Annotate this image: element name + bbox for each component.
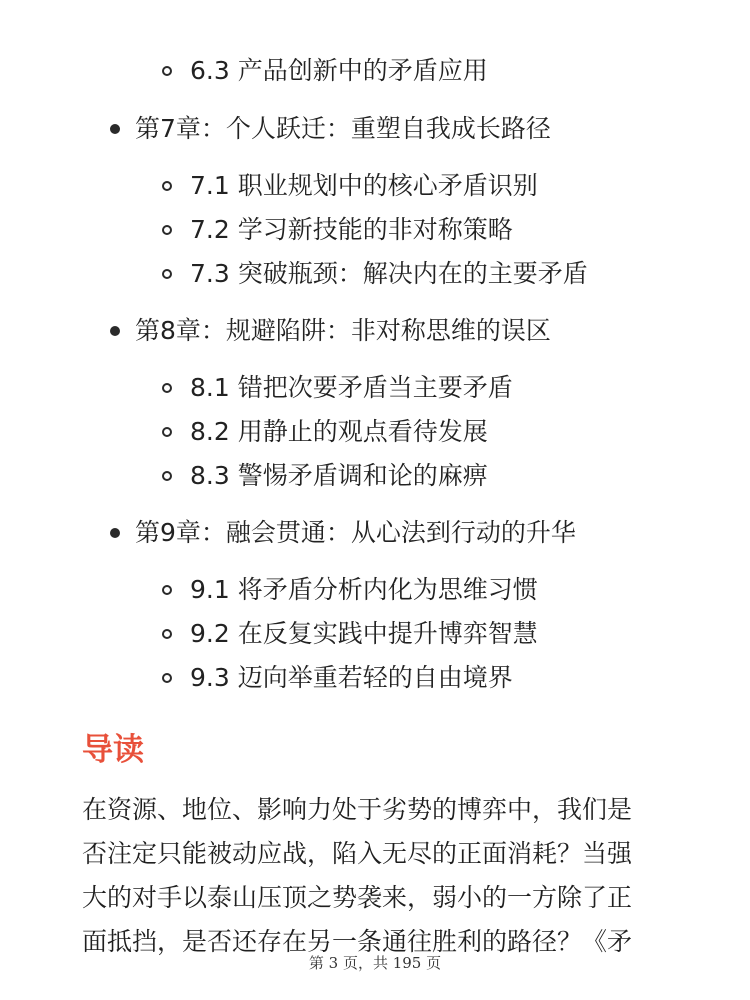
toc-chapter-7: 第7章：个人跃迁：重塑自我成长路径 [135, 114, 551, 143]
paragraph-line: 面抵挡，是否还存在另一条通往胜利的路径？《矛 [82, 927, 633, 956]
toc-subsection-8-2: 8.2 用静止的观点看待发展 [190, 417, 488, 446]
hollow-bullet-icon [162, 585, 172, 595]
paragraph-line: 大的对手以泰山压顶之势袭来，弱小的一方除了正 [82, 883, 633, 912]
paragraph-line: 在资源、地位、影响力处于劣势的博弈中，我们是 [82, 795, 633, 824]
hollow-bullet-icon [162, 383, 172, 393]
hollow-bullet-icon [162, 225, 172, 235]
toc-subsection-7-3: 7.3 突破瓶颈：解决内在的主要矛盾 [190, 259, 588, 288]
paragraph-line: 否注定只能被动应战，陷入无尽的正面消耗？当强 [82, 839, 633, 868]
filled-bullet-icon [110, 326, 120, 336]
toc-subsection-9-2: 9.2 在反复实践中提升博弈智慧 [190, 619, 538, 648]
hollow-bullet-icon [162, 269, 172, 279]
toc-subsection-7-2: 7.2 学习新技能的非对称策略 [190, 215, 513, 244]
hollow-bullet-icon [162, 181, 172, 191]
toc-subsection-6-3: 6.3 产品创新中的矛盾应用 [190, 56, 488, 85]
hollow-bullet-icon [162, 427, 172, 437]
filled-bullet-icon [110, 528, 120, 538]
intro-paragraph [82, 788, 682, 964]
hollow-bullet-icon [162, 66, 172, 76]
hollow-bullet-icon [162, 673, 172, 683]
toc-subsection-9-3: 9.3 迈向举重若轻的自由境界 [190, 663, 513, 692]
toc-subsection-8-3: 8.3 警惕矛盾调和论的麻痹 [190, 461, 488, 490]
hollow-bullet-icon [162, 471, 172, 481]
toc-subsection-7-1: 7.1 职业规划中的核心矛盾识别 [190, 171, 538, 200]
toc-subsection-8-1: 8.1 错把次要矛盾当主要矛盾 [190, 373, 513, 402]
hollow-bullet-icon [162, 629, 172, 639]
toc-subsection-9-1: 9.1 将矛盾分析内化为思维习惯 [190, 575, 538, 604]
toc-chapter-9: 第9章：融会贯通：从心法到行动的升华 [135, 518, 576, 547]
page-number-footer: 第 3 页，共 195 页 [308, 954, 442, 972]
filled-bullet-icon [110, 124, 120, 134]
toc-chapter-8: 第8章：规避陷阱：非对称思维的误区 [135, 316, 551, 345]
section-heading: 导读 [82, 732, 144, 768]
